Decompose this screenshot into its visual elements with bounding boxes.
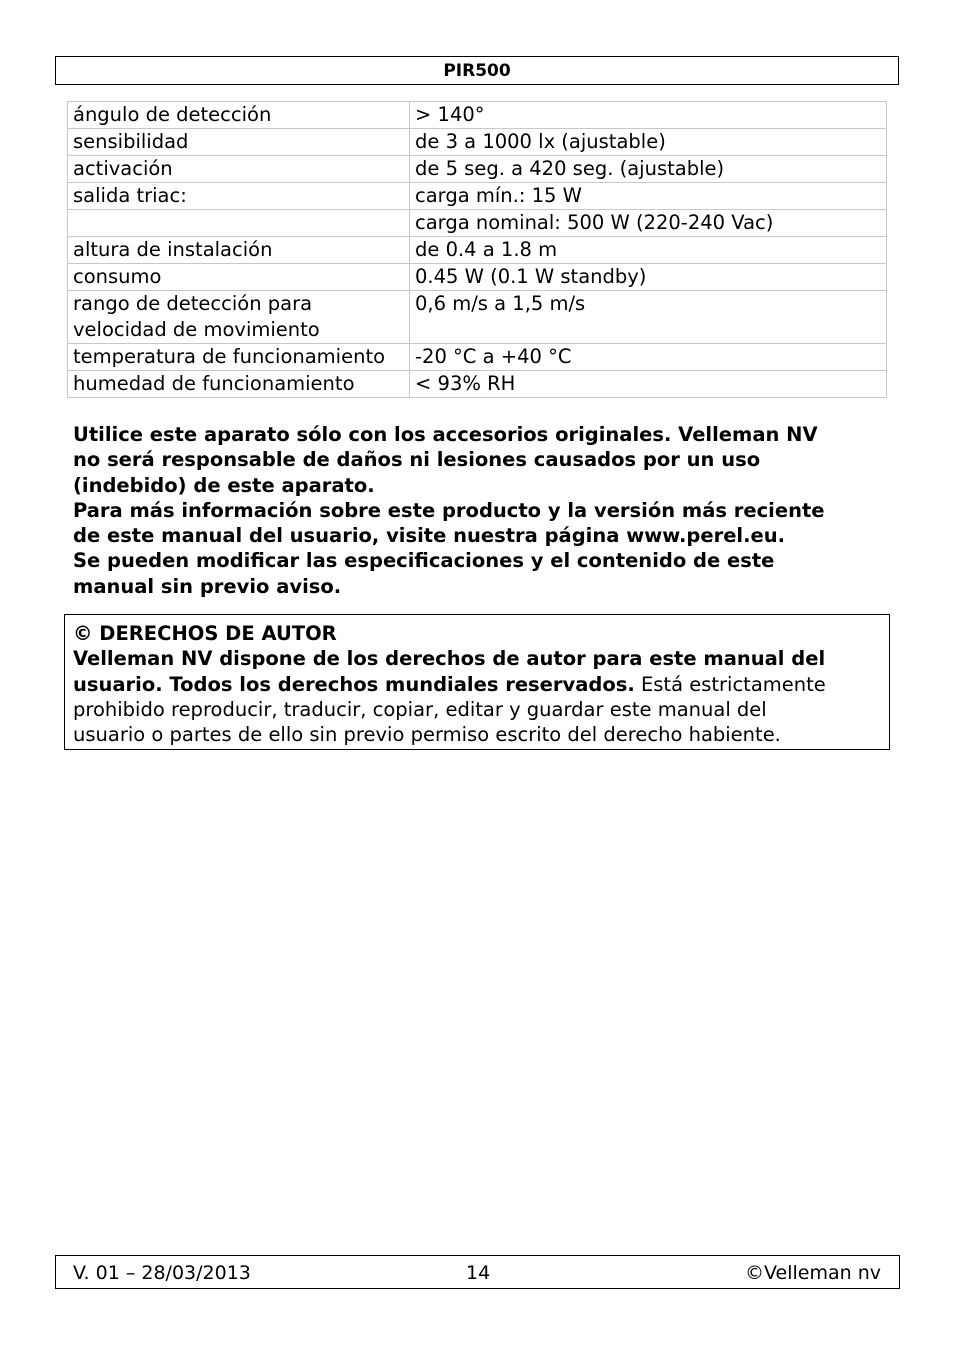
spec-value: 0.45 W (0.1 W standby) <box>410 264 887 291</box>
spec-value: de 0.4 a 1.8 m <box>410 237 887 264</box>
copyright-bold-text: usuario. Todos los derechos mundiales reservados. <box>73 672 635 696</box>
usage-notice <box>73 422 885 599</box>
copyright-section <box>64 614 890 750</box>
table-row <box>68 344 887 371</box>
spec-label: ángulo de detección <box>68 102 410 129</box>
notice-line: no será responsable de daños ni lesiones causados por un uso <box>73 448 761 472</box>
table-row <box>68 156 887 183</box>
page-header <box>55 56 899 85</box>
notice-line: Utilice este aparato sólo con los accesorios originales. Velleman NV <box>73 423 818 446</box>
spec-label: salida triac: <box>68 183 410 210</box>
spec-value: carga mín.: 15 W <box>410 183 887 210</box>
spec-label <box>68 291 410 344</box>
spec-label: humedad de funcionamiento <box>68 371 410 398</box>
notice-line: Para más información sobre este producto y la versión más reciente <box>73 498 825 522</box>
spec-value: carga nominal: 500 W (220-240 Vac) <box>410 210 887 237</box>
spec-label-line: rango de detección para <box>73 292 313 315</box>
spec-value: de 3 a 1000 lx (ajustable) <box>410 129 887 156</box>
spec-value: -20 °C a +40 °C <box>410 344 887 371</box>
spec-label: activación <box>68 156 410 183</box>
page-footer <box>55 1255 900 1289</box>
table-row <box>68 237 887 264</box>
table-row <box>68 371 887 398</box>
notice-line: de este manual del usuario, visite nuestra página www.perel.eu. <box>73 524 786 548</box>
spec-value: > 140° <box>410 102 887 129</box>
specifications-table <box>67 101 887 398</box>
copyright-line: prohibido reproducir, traducir, copiar, editar y guardar este manual del <box>73 697 767 721</box>
page-number: 14 <box>466 1262 491 1284</box>
spec-value: de 5 seg. a 420 seg. (ajustable) <box>410 156 887 183</box>
copyright-heading: © DERECHOS DE AUTOR <box>73 622 337 645</box>
copyright-text: Está estrictamente <box>634 672 826 696</box>
spec-label-line: velocidad de movimiento <box>73 318 320 341</box>
notice-line: (indebido) de este aparato. <box>73 473 375 497</box>
table-row <box>68 291 887 344</box>
copyright-line <box>73 672 881 697</box>
spec-label: consumo <box>68 264 410 291</box>
table-row <box>68 102 887 129</box>
copyright-line: usuario o partes de ello sin previo permiso escrito del derecho habiente. <box>73 723 781 747</box>
spec-value: 0,6 m/s a 1,5 m/s <box>410 291 887 344</box>
footer-copyright: ©Velleman nv <box>745 1262 881 1284</box>
table-row <box>68 129 887 156</box>
spec-label: sensibilidad <box>68 129 410 156</box>
notice-line: Se pueden modificar las especificaciones y el contenido de este <box>73 549 775 573</box>
notice-line: manual sin previo aviso. <box>73 574 342 598</box>
spec-label <box>68 210 410 237</box>
model-title: PIR500 <box>443 61 511 81</box>
copyright-line: Velleman NV dispone de los derechos de autor para este manual del <box>73 647 826 671</box>
table-row <box>68 264 887 291</box>
table-row <box>68 210 887 237</box>
spec-label: temperatura de funcionamiento <box>68 344 410 371</box>
spec-value: < 93% RH <box>410 371 887 398</box>
table-row <box>68 183 887 210</box>
spec-label: altura de instalación <box>68 237 410 264</box>
footer-version: V. 01 – 28/03/2013 <box>73 1262 251 1284</box>
